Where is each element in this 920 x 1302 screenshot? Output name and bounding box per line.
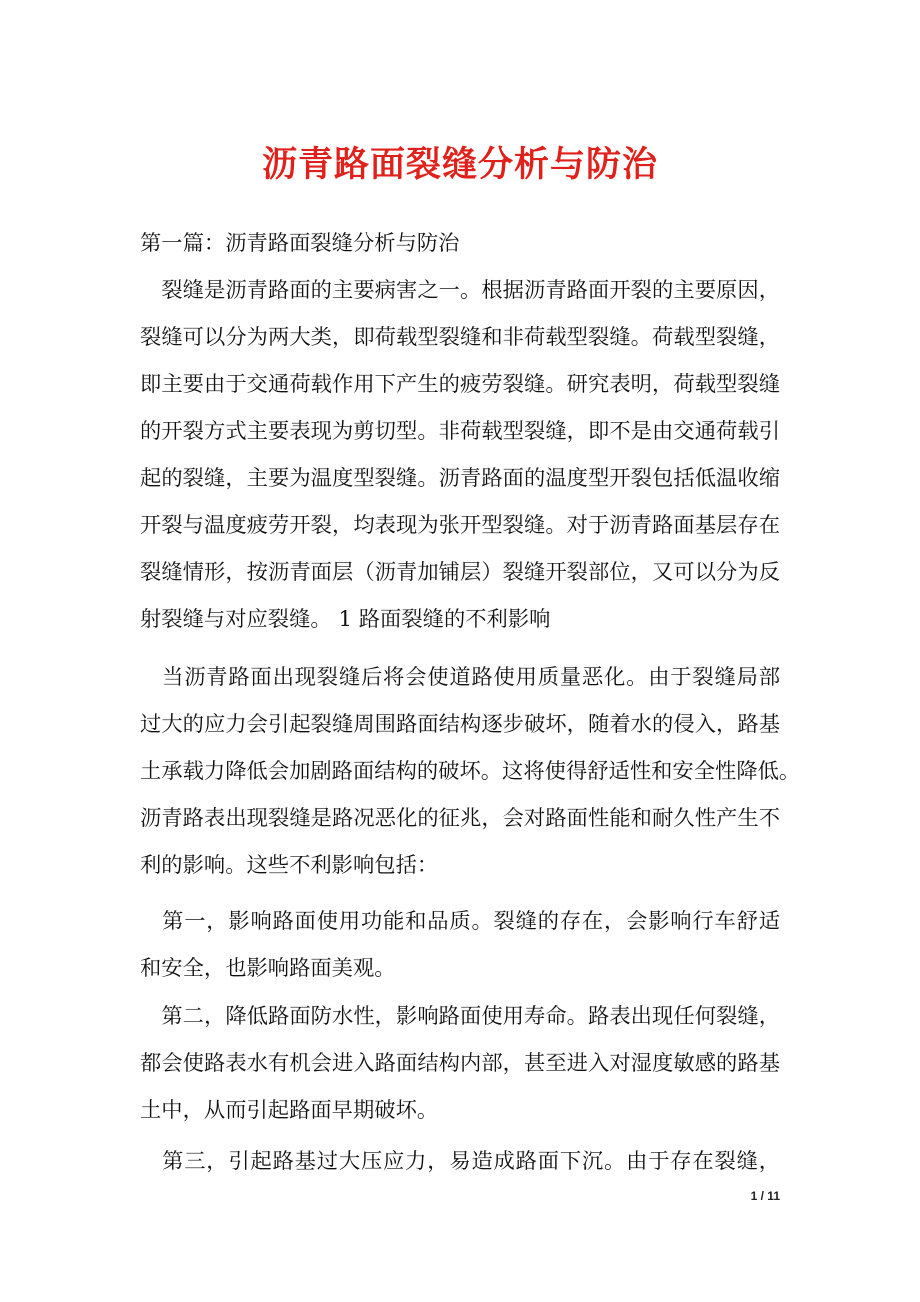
text-line: 的开裂方式主要表现为剪切型。非荷载型裂缝，即不是由交通荷载引 — [140, 419, 780, 444]
text-line: 裂缝可以分为两大类，即荷载型裂缝和非荷载型裂缝。荷载型裂缝， — [140, 325, 780, 350]
text-line: 当沥青路面出现裂缝后将会使道路使用质量恶化。由于裂缝局部 — [140, 665, 780, 690]
text-line: 裂缝是沥青路面的主要病害之一。根据沥青路面开裂的主要原因， — [140, 278, 780, 303]
text-line: 和安全，也影响路面美观。 — [140, 956, 396, 981]
text-line: 第一，影响路面使用功能和品质。裂缝的存在，会影响行车舒适 — [140, 909, 780, 934]
text-line: 土承载力降低会加剧路面结构的破坏。这将使得舒适性和安全性降低。 — [140, 759, 801, 784]
text-line: 土中，从而引起路面早期破坏。 — [140, 1098, 439, 1123]
text-line: 第三，引起路基过大压应力，易造成路面下沉。由于存在裂缝， — [140, 1149, 780, 1174]
text-line: 第二，降低路面防水性，影响路面使用寿命。路表出现任何裂缝， — [140, 1004, 780, 1029]
text-line: 开裂与温度疲劳开裂，均表现为张开型裂缝。对于沥青路面基层存在 — [140, 513, 780, 538]
text-line: 沥青路表出现裂缝是路况恶化的征兆，会对路面性能和耐久性产生不 — [140, 806, 780, 831]
text-line: 裂缝情形，按沥青面层（沥青加铺层）裂缝开裂部位，又可以分为反 — [140, 560, 780, 585]
text-line: 过大的应力会引起裂缝周围路面结构逐步破坏，随着水的侵入，路基 — [140, 712, 780, 737]
page-number: 1 / 11 — [750, 1189, 780, 1203]
text-line: 射裂缝与对应裂缝。 1 路面裂缝的不利影响 — [140, 607, 551, 632]
document-title: 沥青路面裂缝分析与防治 — [261, 144, 658, 185]
section-heading: 第一篇：沥青路面裂缝分析与防治 — [140, 231, 460, 256]
text-line: 即主要由于交通荷载作用下产生的疲劳裂缝。研究表明，荷载型裂缝 — [140, 372, 780, 397]
text-line: 利的影响。这些不利影响包括： — [140, 853, 439, 878]
text-line: 起的裂缝，主要为温度型裂缝。沥青路面的温度型开裂包括低温收缩 — [140, 466, 780, 491]
text-line: 都会使路表水有机会进入路面结构内部，甚至进入对湿度敏感的路基 — [140, 1051, 780, 1076]
